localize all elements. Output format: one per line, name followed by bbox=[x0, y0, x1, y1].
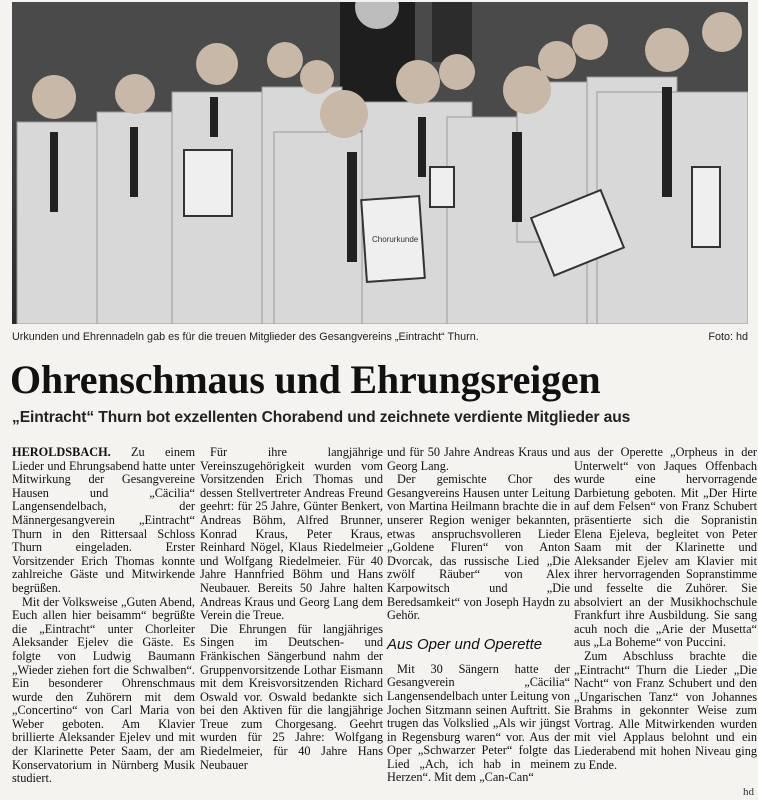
group-photo bbox=[12, 2, 748, 324]
article-column-1 bbox=[12, 446, 195, 786]
paragraph: und für 50 Jahre Andreas Kraus und Georg Lang. bbox=[387, 445, 570, 473]
paragraph: Für ihre langjährige Vereinszugehörigkeit wurden vom Vorsitzenden Erich Thomas und dessen Stellvertreter Andreas Freund geehrt: für 25 Jahre, Günter Benkert, Andreas Böhm, Alfred Brunner, Konrad Kraus, Peter Kraus, Reinhard Nögel, Klaus Riedelmeier und Wolfgang Riedelmeier. Für 40 Jahre Hannfried Böhm und Hans Neubauer. Bereits 50 Jahre halten Andreas Kraus und Georg Lang dem Verein die Treue. bbox=[200, 445, 383, 623]
article-column-4 bbox=[574, 446, 757, 772]
paragraph: Der gemischte Chor des Gesangvereins Hausen unter Leitung von Martina Heilmann brachte die in unserer Region weniger bekannten, etwas anspruchsvolleren Lieder „Goldene Fluren“ von Anton Dvorcak, das russische Lied „Die zwölf Räuber“ von Alex Karpowitsch und „Die Beredsamkeit“ von Joseph Haydn zu Gehör. bbox=[387, 472, 570, 623]
paragraph: aus der Operette „Orpheus in der Unterwelt“ von Jaques Offenbach wurde eine hervorragende Darbietung geboten. Mit „Der Hirte auf dem Felsen“ von Franz Schubert präsentierte sich die Sopranistin Elena Ejeleva, begleitet von Peter Saam mit der Klarinette und Aleksander Ejelev am Klavier mit ihrer hervorragenden Sopranstimme und fesselte die Zuhörer. Sie absolviert an der Musikhochschule Frankfurt ihre Ausbildung. Sie sang acuh noch die „Arie der Musetta“ aus „La Boheme“ von Puccini. bbox=[574, 445, 757, 650]
author-initials: hd bbox=[743, 786, 754, 798]
photo-credit: Foto: hd bbox=[708, 331, 748, 343]
photo-caption bbox=[12, 331, 748, 343]
article-subheadline: „Eintracht“ Thurn bot exzellenten Chorabend und zeichnete verdiente Mitglieder aus bbox=[12, 409, 631, 426]
article-column-3 bbox=[387, 446, 570, 785]
paragraph: Mit der Volksweise „Guten Abend, Euch allen hier beisamm“ begrüßte die „Eintracht“ unter Chorleiter Aleksander Ejelev die Gäste. Es folgte von Ludwig Baumann „Wieder ziehen fort die Schwalben“. Ein besonderer Ohrenschmaus wurde den Zuhörern mit dem „Concertino“ von Carl Maria von Weber geboten. Am Klavier brillierte Aleksander Ejelev und mit der Klarinette Peter Saam, der am Konservatorium in Nürnberg Musik studiert. bbox=[12, 594, 195, 786]
article-column-2 bbox=[200, 446, 383, 772]
dateline: HEROLDSBACH. bbox=[12, 445, 111, 459]
paragraph: Mit 30 Sängern hatte der Gesangverein „Cäcilia“ Langensendelbach unter Leitung von Jochen Sitzmann seinen Auftritt. Sie trugen das Volkslied „Als wir jüngst in Regensburg waren“ vor. Aus der Oper „Schwarzer Peter“ folgte das Lied „Ach, ich hab in meinem Herzen“. Mit dem „Can-Can“ bbox=[387, 661, 570, 785]
paragraph: HEROLDSBACH. Zu einem Lieder und Ehrungsabend hatte unter Mitwirkung der Gesangvereine Hausen und „Cäcilia“ Langensendelbach, der Männergesangverein „Eintracht“ Thurn in den Rittersaal Schloss Thurn eingeladen. Erster Vorsitzender Erich Thomas konnte zahlreiche Gäste und Mitwirkende begrüßen. bbox=[12, 445, 196, 595]
group-photo-illustration bbox=[12, 2, 748, 324]
paragraph: Die Ehrungen für langjähriges Singen im Deutschen- und Fränkischen Sängerbund nahm der Gruppenvorsitzende Lothar Eismann mit dem Kreisvorsitzenden Richard Oswald vor. Oswald bedankte sich bei den Aktiven für die langjährige Treue zum Chorgesang. Geehrt wurden für 25 Jahre: Wolfgang Riedelmeier, für 40 Jahre Hans Neubauer bbox=[200, 621, 383, 772]
caption-text: Urkunden und Ehrennadeln gab es für die treuen Mitglieder des Gesangvereins „Eintracht“ Thurn. bbox=[12, 331, 479, 343]
paragraph: Zum Abschluss brachte die „Eintracht“ Thurn die Lieder „Die Nacht“ von Franz Schubert und den „Ungarischen Tanz“ von Johannes Brahms in gekonnter Weise zum Vortrag. Alle Mitwirkenden wurden mit viel Applaus belohnt und ein Liederabend mit hohen Niveau ging zu Ende. bbox=[574, 648, 757, 772]
article-headline: Ohrenschmaus und Ehrungsreigen bbox=[10, 357, 601, 402]
section-heading: Aus Oper und Operette bbox=[387, 635, 543, 653]
certificate-label: Chorurkunde bbox=[372, 235, 419, 244]
